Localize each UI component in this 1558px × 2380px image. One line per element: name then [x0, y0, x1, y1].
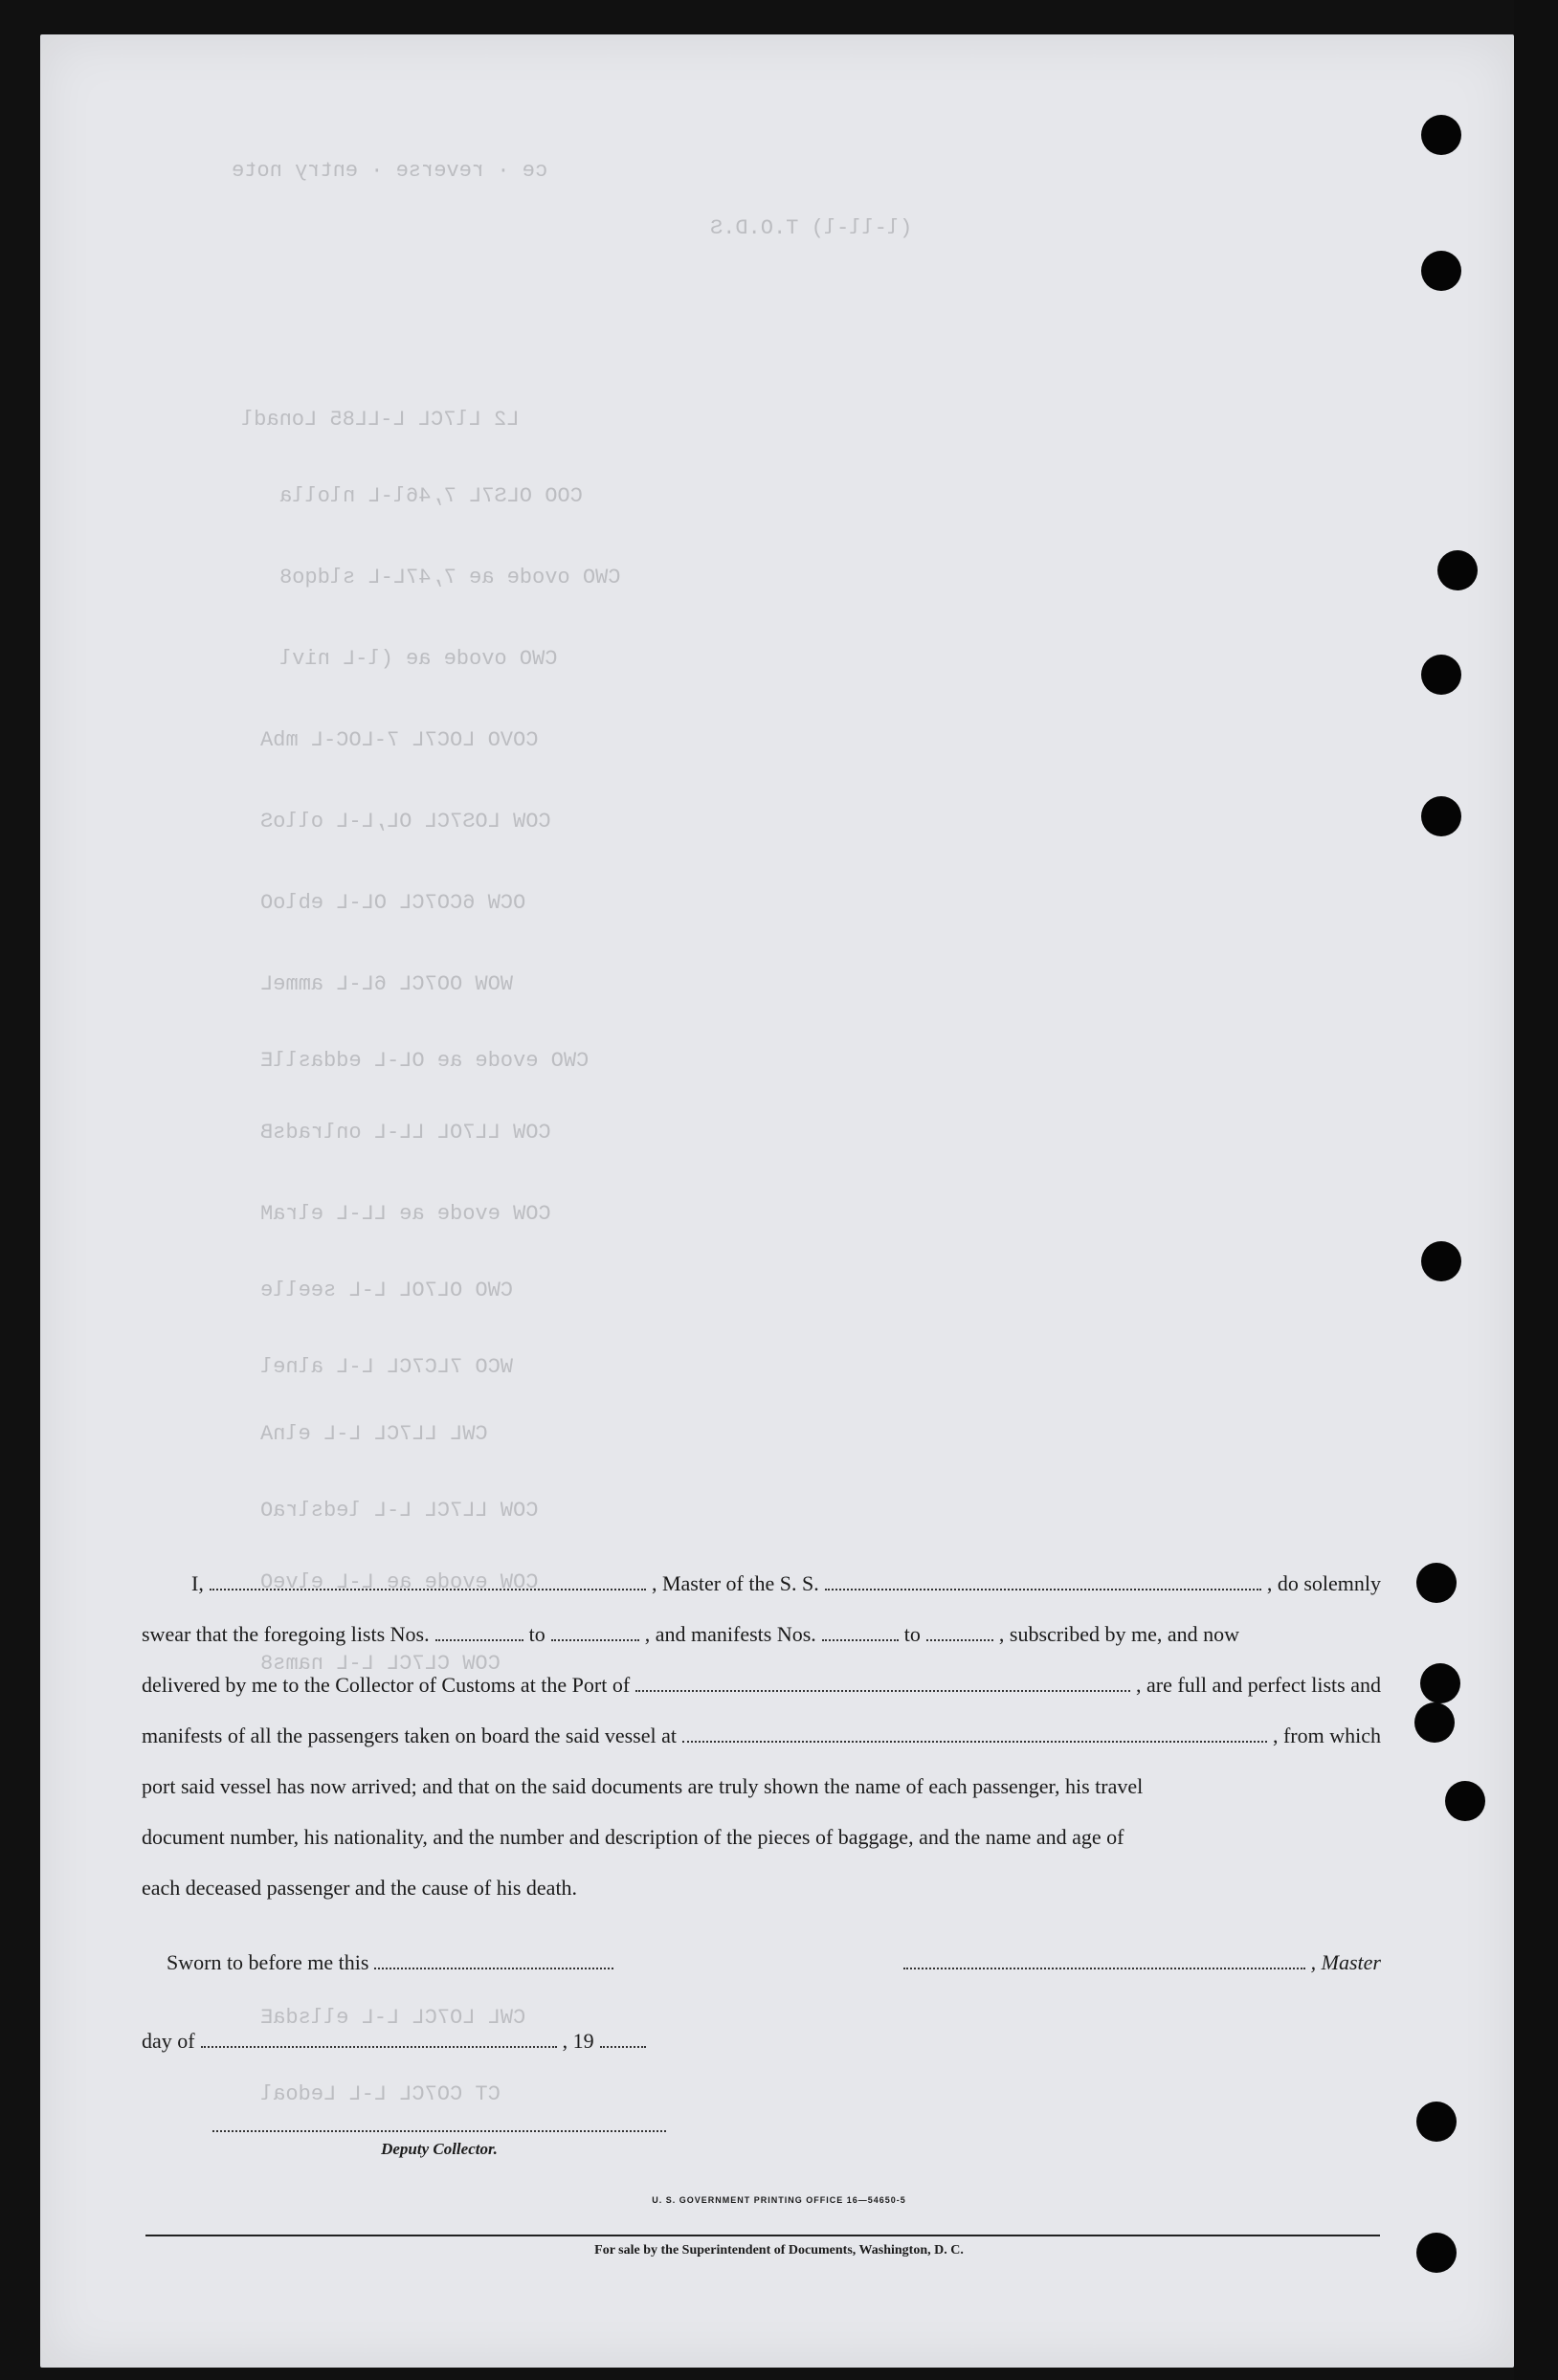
lists-from-field[interactable] — [435, 1626, 523, 1641]
bleed-through-text: ce · reverse · entry note (l-ll-l) T.O.D.S L2 Ll7CL L-LL85 Lonadl COO OLS7L 7,46l-L nlolla CWO ovode ae 7,47L-L sldqo8 CWO ovode ae (l-L nivl COVO LOC7L 7-LOC-L mbA COW LOS7CL OL,L-L olloS OCW 6CO7CL OL-L ebloO WOW OO7CL 6L-L ammeL CWO evode ae OL-L eddasllE COW LL7OL LL-L onlradsB COW evode ae LL-L elraM CWO OL7OL L-L seelle WCO 7LC7CL L-L alnel CWL LL7CL L-L elnA COW LL7CL L-L ledslraO COW evode ae L-L elveO COW CL7CL L-L nams8 CWL LO7CL L-L ellsdaE CT CO7CL L-L Ledoal — [232, 159, 913, 2106]
document-sheet — [40, 34, 1514, 2368]
punch-hole — [1421, 796, 1461, 836]
punch-hole — [1437, 550, 1478, 590]
manifests-to-field[interactable] — [926, 1626, 993, 1641]
punch-hole — [1421, 115, 1461, 155]
deputy-signature-field[interactable] — [212, 2130, 666, 2132]
oath-text — [142, 1558, 1381, 1913]
lists-nos-label: swear that the foregoing lists Nos. — [142, 1622, 430, 1646]
manifests-nos-label: , and manifests Nos. — [644, 1622, 816, 1646]
manifests-from-field[interactable] — [822, 1626, 899, 1641]
sworn-label: Sworn to before me this — [167, 1950, 369, 1974]
departure-port-field[interactable] — [682, 1727, 1267, 1743]
master-of-ss: , Master of the S. S. — [651, 1571, 819, 1595]
oath-line-3 — [142, 1659, 1381, 1710]
oath-line-7 — [142, 1862, 1381, 1913]
punch-hole — [1420, 1663, 1460, 1703]
punch-hole — [1421, 251, 1461, 291]
lists-to-field[interactable] — [551, 1626, 639, 1641]
deputy-collector-label: Deputy Collector. — [381, 2140, 498, 2158]
port-of-label: delivered by me to the Collector of Customs at the Port of — [142, 1673, 631, 1697]
master-name-field[interactable] — [210, 1575, 646, 1590]
do-solemnly: , do solemnly — [1266, 1571, 1382, 1595]
footer-rule — [145, 2235, 1380, 2236]
port-field[interactable] — [635, 1677, 1130, 1692]
to-label-2: to — [903, 1622, 921, 1646]
scan-edge — [1514, 0, 1558, 2380]
oath-text-7: each deceased passenger and the cause of his death. — [142, 1876, 578, 1900]
subscribed-label: , subscribed by me, and now — [998, 1622, 1240, 1646]
master-signature-field[interactable] — [903, 1954, 1305, 1969]
punch-hole — [1421, 1241, 1461, 1281]
oath-line-5 — [142, 1761, 1381, 1812]
sale-notice: For sale by the Superintendent of Documents, Washington, D. C. — [594, 2243, 964, 2258]
master-label: , Master — [1310, 1950, 1381, 1974]
oath-text-6: document number, his nationality, and the number and description of the pieces of baggage, and the name and age of — [142, 1825, 1124, 1849]
oath-line-1 — [142, 1558, 1381, 1609]
punch-hole — [1414, 1702, 1455, 1743]
punch-hole — [1416, 2102, 1457, 2142]
vessel-name-field[interactable] — [825, 1575, 1261, 1590]
punch-hole — [1416, 1563, 1457, 1603]
to-label: to — [528, 1622, 545, 1646]
year-field[interactable] — [600, 2033, 646, 2048]
day-month-field[interactable] — [201, 2033, 557, 2048]
day-of-label: day of — [142, 2029, 195, 2053]
punch-hole — [1421, 655, 1461, 695]
full-perfect-label: , are full and perfect lists and — [1136, 1673, 1381, 1697]
from-which-label: , from which — [1272, 1724, 1381, 1747]
oath-text-5: port said vessel has now arrived; and that on the said documents are truly shown the name of each passenger, his travel — [142, 1774, 1144, 1798]
oath-line-2 — [142, 1609, 1381, 1659]
oath-i: I, — [191, 1571, 204, 1595]
punch-hole — [1445, 1781, 1485, 1821]
day-line — [142, 2029, 652, 2054]
oath-line-6 — [142, 1812, 1381, 1862]
sworn-date-field[interactable] — [374, 1954, 613, 1969]
gpo-imprint: U. S. GOVERNMENT PRINTING OFFICE 16—54650-5 — [652, 2195, 906, 2205]
year-label: , 19 — [562, 2029, 594, 2053]
oath-line-4 — [142, 1710, 1381, 1761]
sworn-line — [142, 1950, 1381, 1975]
vessel-at-label: manifests of all the passengers taken on board the said vessel at — [142, 1724, 678, 1747]
